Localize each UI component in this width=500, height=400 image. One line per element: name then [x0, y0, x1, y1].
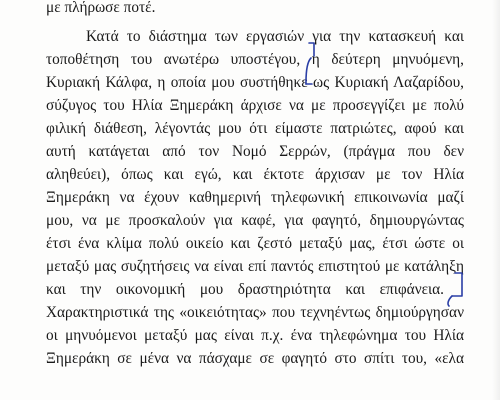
text-line-1: με πλήρωσε ποτέ. [46, 0, 156, 16]
text-line-12: μεταξύ μας συζητήσεις να είναι επί παντός επιστητού με κατάληξη [46, 258, 464, 275]
text-line-6: φιλική διάθεση, λέγοντάς μου ότι είμαστε πατριώτες, αφού και [46, 120, 464, 137]
scan-edge-shadow [492, 0, 500, 400]
text-line-16: Ξημεράκη σε μένα να πάσχαμε σε φαγητό στο σπίτι του, «ελα [46, 350, 464, 367]
text-line-15: οι μηνυόμενοι μεταξύ μας είναι π.χ. ένα τηλεφώνημα του Ηλία [46, 327, 464, 344]
text-line-14: Χαρακτηριστικά της «οικειότητας» που τεχνηέντως δημιούργησαν [46, 304, 464, 321]
text-line-13: και την οικονομική μου δραστηριότητα και επιφάνεια. [46, 281, 444, 298]
text-line-11: έτσι ένα κλίμα πολύ οικείο και ζεστό μεταξύ μας, έτσι ώστε οι [46, 235, 464, 252]
text-line-2: Κατά το διάστημα των εργασιών για την κατασκευή και [86, 28, 464, 45]
text-line-9: Ξημεράκη να έχουν καθημερινή τηλεφωνική επικοινωνία μαζί [46, 189, 464, 206]
text-line-5: σύζυγος του Ηλία Ξημεράκη άρχισε να με προσεγγίζει με πολύ [46, 97, 464, 114]
text-line-10: μου, να με προσκαλούν για καφέ, για φαγητό, δημιουργώντας [46, 212, 464, 229]
text-line-8: αληθεύει), όπως και εγώ, και έκτοτε άρχισαν με τον Ηλία [46, 166, 464, 183]
text-line-3: τοποθέτηση του ανωτέρω υποστέγου, η δεύτερη μηνυόμενη, [46, 51, 464, 68]
text-line-7: αυτή κατάγεται από τον Νομό Σερρών, (πράγμα που δεν [46, 143, 464, 160]
text-line-4: Κυριακή Κάλφα, η οποία μου συστήθηκε ως Κυριακή Λαζαρίδου, [46, 74, 464, 91]
